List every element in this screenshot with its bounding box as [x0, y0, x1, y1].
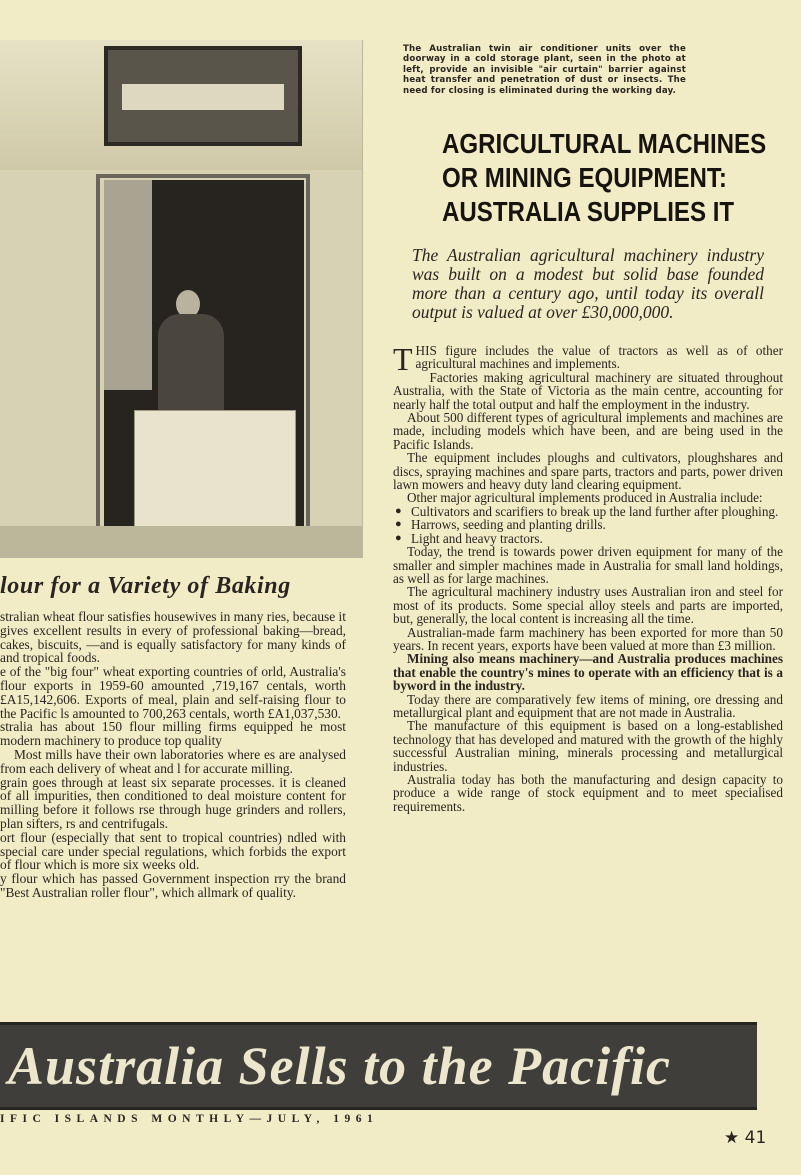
section-banner: [0, 1022, 757, 1110]
page-footer: IFIC ISLANDS MONTHLY—JULY, 1961: [0, 1113, 379, 1125]
list-item-text: Cultivators and scarifiers to break up the land further after ploughing.: [411, 503, 779, 519]
implements-list: [393, 505, 783, 545]
list-item: [393, 518, 783, 531]
drop-cap: T: [393, 341, 413, 377]
air-vent: [122, 84, 284, 110]
paragraph: About 500 different types of agricultural implements and machines are made, including models which have been, and are being used in the Pacific Islands.: [393, 410, 783, 452]
headline-line-1: AGRICULTURAL MACHINES: [442, 128, 767, 159]
paragraph: ort flour (especially that sent to tropical countries) ndled with special care under special regulations, which forbids the export of flour which is more six weeks old.: [0, 829, 346, 873]
list-item-text: Light and heavy tractors.: [411, 530, 543, 546]
paragraph: [393, 341, 783, 377]
paragraph: The manufacture of this equipment is based on a long-established technology that has developed and matured with the growth of the highly successful Australian mining, minerals processing and metallurgical industries.: [393, 718, 783, 774]
page-number: ★ 41: [724, 1128, 767, 1148]
headline-line-3: AUSTRALIA SUPPLIES IT: [442, 196, 735, 227]
paragraph: The agricultural machinery industry uses Australian iron and steel for most of its products. Some special alloy steels and parts are imported, but, generally, the local content is increasing all the time.: [393, 584, 783, 627]
article-intro: The Australian agricultural machinery industry was built on a modest but solid base founded more than a century ago, until today its overall output is valued at over £30,000,000.: [412, 245, 764, 322]
headline-line-2: OR MINING EQUIPMENT:: [442, 162, 727, 193]
storage-crate: [134, 410, 296, 534]
paragraph: Most mills have their own laboratories where es are analysed from each delivery of wheat and l for accurate milling.: [0, 746, 346, 776]
bullet-icon: ●: [395, 531, 402, 544]
paragraph: grain goes through at least six separate processes. it is cleaned of all impurities, then conditioned to deal moisture content for milling before it follows rse through huge grinders and rollers, plan sifters, rs and centrifugals.: [0, 774, 346, 831]
photo-caption: The Australian twin air conditioner units over the doorway in a cold storage plant, seen in the photo at left, provide an invisible "air curtain" barrier against heat transfer and penetration of dust or insects. The need for closing is eliminated during the working day.: [403, 44, 686, 96]
cold-storage-photo: [0, 40, 363, 558]
paragraph: Factories making agricultural machinery are situated throughout Australia, with the State of Victoria as the main centre, accounting for nearly half the total output and half the employment in the industry.: [393, 369, 783, 412]
floor: [0, 526, 362, 558]
banner-title: Australia Sells to the Pacific: [8, 1036, 672, 1096]
air-conditioner-unit: [104, 46, 302, 146]
paragraph: Australian-made farm machinery has been exported for more than 50 years. In recent years, exports have been valued at more than £3 million.: [393, 624, 783, 653]
bullet-icon: ●: [395, 504, 402, 517]
paragraph: stralian wheat flour satisfies housewives in many ries, because it gives excellent results in every of professional baking—bread, cakes, biscuits, —and is equally satisfactory for many kinds of and tropical foods.: [0, 609, 346, 666]
article-headline: [442, 127, 767, 229]
paragraph: Today, the trend is towards power driven equipment for many of the smaller and simpler machines made in Australia for small land holdings, as well as for large machines.: [393, 544, 783, 586]
list-item: [393, 505, 783, 518]
paragraph: Australia today has both the manufacturing and design capacity to produce a wide range of stock equipment and to meet specialised requirements.: [393, 772, 783, 814]
flour-section-title: lour for a Variety of Baking: [0, 573, 291, 599]
paragraph: Mining also means machinery—and Australia produces machines that enable the country's mines to operate with an efficiency that is a byword in the industry.: [393, 651, 783, 694]
worker-body: [158, 314, 224, 424]
paragraph: Today there are comparatively few items of mining, ore dressing and metallurgical plant and equipment that are not made in Australia.: [393, 691, 783, 720]
bullet-icon: ●: [395, 518, 402, 531]
paragraph: stralia has about 150 flour milling firms equipped he most modern machinery to produce top quality: [0, 719, 346, 749]
paragraph: The equipment includes ploughs and cultivators, ploughshares and discs, spraying machines and spare parts, tractors and parts, power driven lawn mowers and heavy duty land clearing equipment.: [393, 450, 783, 493]
list-item-text: Harrows, seeding and planting drills.: [411, 517, 606, 533]
flour-article-body: [0, 610, 346, 900]
paragraph-text: HIS figure includes the value of tractors as well as of other agricultural machines and implements.: [415, 343, 783, 372]
paragraph: Other major agricultural implements produced in Australia include:: [407, 490, 763, 506]
article-body: [393, 341, 783, 814]
paragraph: y flour which has passed Government inspection rry the brand "Best Australian roller flour", which allmark of quality.: [0, 871, 346, 900]
list-item: [393, 532, 783, 545]
paragraph: e of the "big four" wheat exporting countries of orld, Australia's flour exports in 1959-60 amounted ,719,167 centals, worth £A15,142,606. Exports of meal, plain and self-raising flour to the Pacific ls amounted to 700,263 centals, worth £A1,037,530.: [0, 664, 346, 721]
